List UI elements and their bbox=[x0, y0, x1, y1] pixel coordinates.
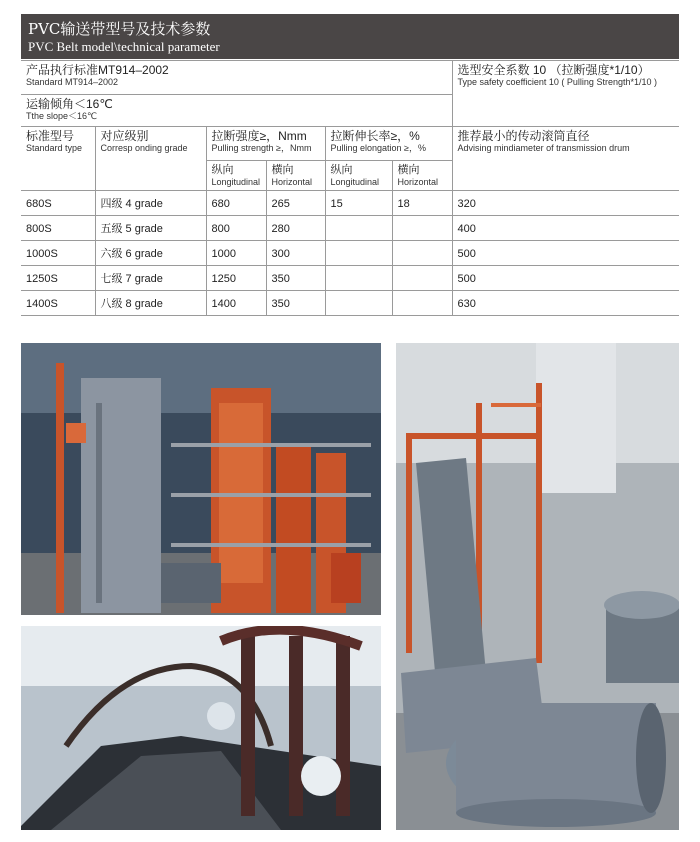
header-grade-cn: 对应级别 bbox=[100, 129, 149, 143]
slope-cell bbox=[21, 95, 452, 127]
cell-elong-long bbox=[325, 241, 392, 266]
sub-horiz-cn: 横向 bbox=[271, 164, 294, 176]
cell-grade: 七级 7 grade bbox=[95, 266, 206, 291]
slope-en: Tthe slope＜16℃ bbox=[26, 111, 98, 121]
cell-strength-horiz: 280 bbox=[266, 216, 325, 241]
sub-long-en-2: Longitudinal bbox=[330, 177, 380, 187]
cell-elong-horiz bbox=[392, 241, 452, 266]
page-header bbox=[21, 14, 679, 59]
header-strength bbox=[206, 127, 325, 161]
cell-strength-long: 800 bbox=[206, 216, 266, 241]
cell-elong-long: 15 bbox=[325, 191, 392, 216]
header-strength-en: Pulling strength ≥，Nmm bbox=[211, 143, 312, 153]
cell-elong-horiz bbox=[392, 216, 452, 241]
cell-elong-horiz bbox=[392, 291, 452, 316]
cell-elong-long bbox=[325, 266, 392, 291]
header-strength-cn: 拉断强度≥，Nmm bbox=[211, 129, 307, 143]
sub-long-en: Longitudinal bbox=[211, 177, 261, 187]
sub-horiz-cn-2: 横向 bbox=[397, 164, 420, 176]
safety-cell bbox=[452, 61, 679, 127]
cell-type: 1400S bbox=[21, 291, 95, 316]
cell-strength-horiz: 300 bbox=[266, 241, 325, 266]
table-row bbox=[21, 216, 679, 241]
safety-cn: 选型安全系数 10 （拉断强度*1/10） bbox=[457, 63, 650, 77]
conveyor-photo bbox=[21, 626, 381, 830]
slope-cn: 运输倾角＜16℃ bbox=[26, 97, 113, 111]
cell-type: 800S bbox=[21, 216, 95, 241]
cell-drum: 320 bbox=[452, 191, 679, 216]
header-type-en: Standard type bbox=[26, 143, 83, 153]
header-title-cn: PVC输送带型号及技术参数 bbox=[28, 20, 211, 38]
cell-drum: 500 bbox=[452, 266, 679, 291]
cell-drum: 630 bbox=[452, 291, 679, 316]
cell-strength-horiz: 265 bbox=[266, 191, 325, 216]
factory-photo bbox=[21, 343, 381, 615]
cell-strength-long: 680 bbox=[206, 191, 266, 216]
table-row bbox=[21, 291, 679, 316]
cell-elong-long bbox=[325, 291, 392, 316]
cell-strength-long: 1000 bbox=[206, 241, 266, 266]
header-title-en: PVC Belt model\technical parameter bbox=[28, 39, 220, 54]
header-type-cn: 标准型号 bbox=[26, 129, 75, 143]
cell-strength-long: 1400 bbox=[206, 291, 266, 316]
cell-elong-horiz bbox=[392, 266, 452, 291]
subheader-strength-horiz bbox=[266, 161, 325, 191]
standard-cell bbox=[21, 61, 452, 95]
cell-strength-horiz: 350 bbox=[266, 266, 325, 291]
standard-cn: 产品执行标准MT914–2002 bbox=[26, 63, 169, 77]
sub-horiz-en-2: Horizontal bbox=[397, 177, 439, 187]
subheader-strength-long bbox=[206, 161, 266, 191]
cell-elong-long bbox=[325, 216, 392, 241]
cell-elong-horiz: 18 bbox=[392, 191, 452, 216]
table-row bbox=[21, 241, 679, 266]
cell-type: 1000S bbox=[21, 241, 95, 266]
subheader-elong-horiz bbox=[392, 161, 452, 191]
header-grade bbox=[95, 127, 206, 191]
cell-strength-horiz: 350 bbox=[266, 291, 325, 316]
cell-strength-long: 1250 bbox=[206, 266, 266, 291]
spec-table bbox=[21, 60, 679, 316]
cell-type: 680S bbox=[21, 191, 95, 216]
table-row bbox=[21, 266, 679, 291]
subheader-elong-long bbox=[325, 161, 392, 191]
header-elong-cn: 拉断伸长率≥，% bbox=[330, 129, 420, 143]
cell-grade: 六级 6 grade bbox=[95, 241, 206, 266]
cell-grade: 八级 8 grade bbox=[95, 291, 206, 316]
header-type bbox=[21, 127, 95, 191]
cell-grade: 四级 4 grade bbox=[95, 191, 206, 216]
table-row bbox=[21, 191, 679, 216]
safety-en: Type safety coefficient 10 ( Pulling Strength*1/10 ) bbox=[457, 77, 657, 87]
cell-drum: 500 bbox=[452, 241, 679, 266]
sub-long-cn-2: 纵向 bbox=[330, 164, 353, 176]
header-drum-cn: 推荐最小的传动滚筒直径 bbox=[457, 129, 590, 143]
header-grade-en: Corresp onding grade bbox=[100, 143, 188, 153]
header-elong-en: Pulling elongation ≥，% bbox=[330, 143, 426, 153]
belt-rolls-photo bbox=[396, 343, 679, 830]
header-elongation bbox=[325, 127, 452, 161]
standard-en: Standard MT914–2002 bbox=[26, 77, 119, 87]
header-drum-en: Advising mindiameter of transmission drum bbox=[457, 143, 630, 153]
sub-horiz-en: Horizontal bbox=[271, 177, 313, 187]
cell-grade: 五级 5 grade bbox=[95, 216, 206, 241]
cell-drum: 400 bbox=[452, 216, 679, 241]
sub-long-cn: 纵向 bbox=[211, 164, 234, 176]
cell-type: 1250S bbox=[21, 266, 95, 291]
header-drum bbox=[452, 127, 679, 191]
